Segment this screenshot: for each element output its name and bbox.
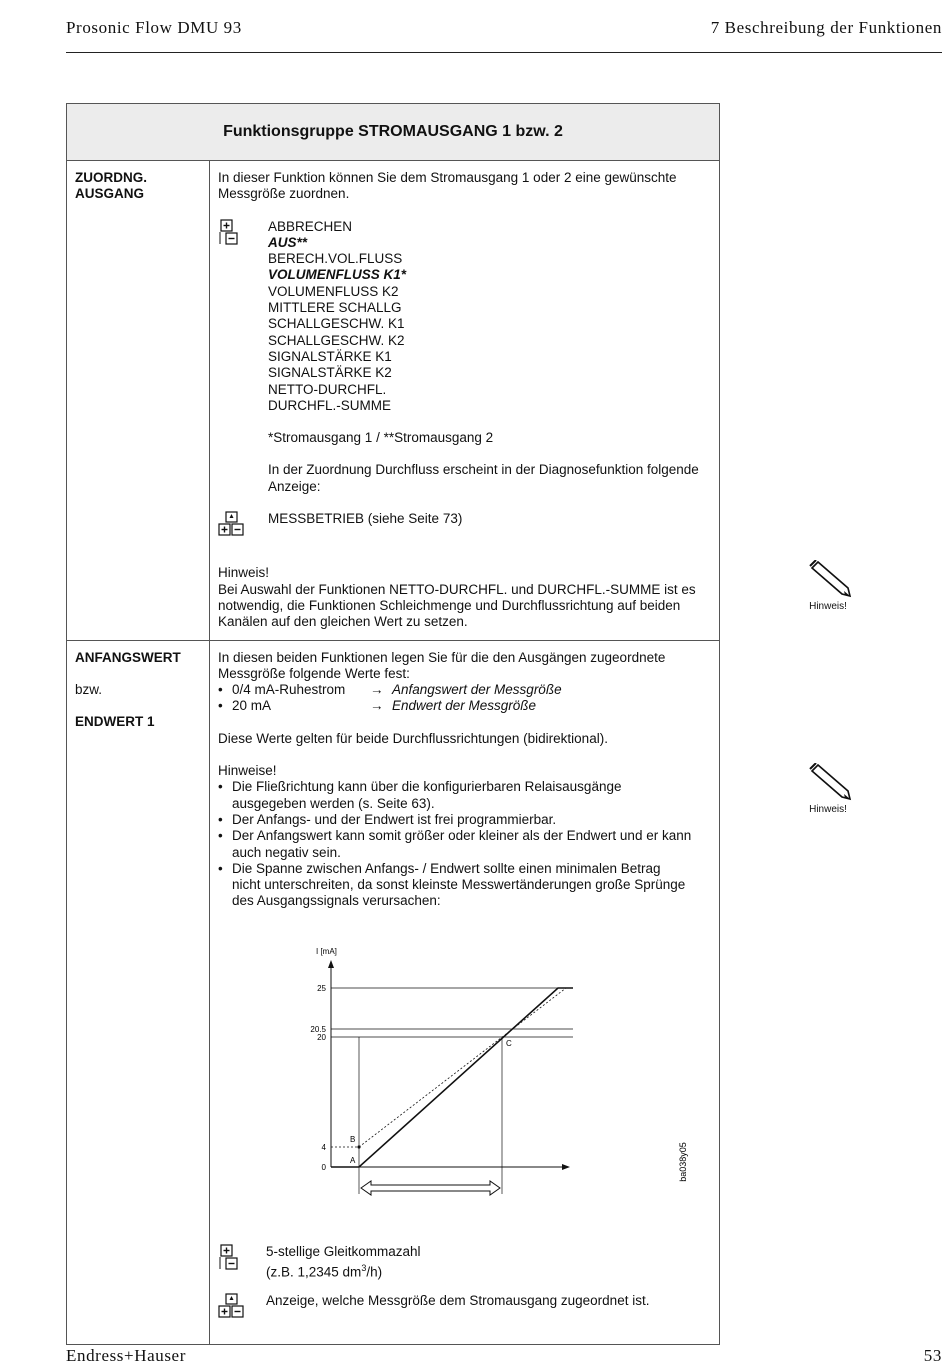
plus-minus-keys-icon — [218, 1244, 240, 1272]
display-block — [218, 511, 711, 543]
row-label: ENDWERT 1 — [75, 714, 155, 730]
keypad-display-icon — [218, 1293, 252, 1321]
row-label: bzw. — [75, 681, 103, 697]
option-item: SIGNALSTÄRKE K2 — [268, 365, 392, 381]
y-axis-label: I [mA] — [316, 946, 337, 956]
option-item: VOLUMENFLUSS K2 — [268, 283, 399, 299]
keypad-display-icon — [218, 511, 252, 539]
mapping-item: • 0/4 mA-Ruhestrom → Anfangswert der Messgröße — [218, 682, 562, 698]
table-row — [67, 161, 719, 641]
option-item: DURCHFL.-SUMME — [268, 397, 391, 413]
option-item: VOLUMENFLUSS K1* — [268, 267, 407, 283]
header-chapter: 7 Beschreibung der Funktionen — [710, 18, 942, 37]
point-label: C — [506, 1038, 512, 1048]
y-tick-label: 20 — [317, 1032, 326, 1042]
header-title: Prosonic Flow DMU 93 — [66, 18, 242, 37]
arrow-icon: → — [370, 698, 384, 714]
option-item: NETTO-DURCHFL. — [268, 381, 387, 397]
diagnosis-text: Anzeige: — [268, 478, 321, 494]
entry-text: 5-stellige Gleitkommazahl — [266, 1243, 421, 1259]
diagnosis-text: In der Zuordnung Durchfluss erscheint in der Diagnosefunktion folgende — [268, 462, 699, 478]
bullet-item: • Die Fließrichtung kann über die konfigurierbaren Relaisausgänge ausgegeben werden (s. Seite 63). — [218, 779, 622, 811]
row-label-cell — [67, 161, 210, 640]
header-rule — [66, 52, 942, 53]
table-row — [67, 641, 719, 1345]
function-table — [66, 103, 720, 1345]
pencil-note-icon — [804, 763, 852, 801]
note-title: Hinweis! — [218, 565, 270, 581]
y-tick-label: 20.5 — [310, 1024, 326, 1034]
note-text: notwendig, die Funktionen Schleichmenge und Durchflussrichtung auf beiden — [218, 597, 681, 613]
point-label: A — [350, 1155, 356, 1165]
mess-text: MESSBETRIEB (siehe Seite 73) — [268, 511, 463, 527]
display-text: Anzeige, welche Messgröße dem Stromausgang zugeordnet ist. — [266, 1292, 650, 1308]
x-axis-arrow — [562, 1164, 570, 1170]
option-block — [218, 219, 711, 495]
y-tick-label: 4 — [321, 1142, 326, 1152]
row-content-cell — [210, 161, 719, 640]
bullet-item: • Der Anfangswert kann somit größer oder kleiner als der Endwert und er kann auch negativ sein. — [218, 828, 692, 860]
entry-example: (z.B. 1,2345 $dm^3/h$) — [266, 1262, 383, 1280]
span-double-arrow — [361, 1181, 500, 1195]
intro-text: In diesen beiden Funktionen legen Sie für die den Ausgängen zugeordnete — [218, 649, 666, 665]
side-note — [800, 560, 856, 612]
footnote: *Stromausgang 1 / **Stromausgang 2 — [268, 430, 494, 446]
side-note-label: Hinweis! — [809, 804, 847, 815]
row-label: ZUORDNG. — [75, 170, 147, 185]
table-title: Funktionsgruppe STROMAUSGANG 1 bzw. 2 — [67, 104, 719, 161]
intro-text: Messgröße folgende Werte fest: — [218, 665, 410, 681]
current-output-diagram — [218, 932, 698, 1222]
side-note — [800, 763, 856, 815]
page-number: 53 — [923, 1346, 942, 1365]
figure-id: ba038y05 — [678, 1141, 688, 1182]
option-item: ABBRECHEN — [268, 218, 353, 234]
row-label-cell — [67, 641, 210, 1345]
point-b-marker — [357, 1145, 360, 1148]
solid-characteristic — [331, 988, 573, 1167]
option-item: SCHALLGESCHW. K2 — [268, 332, 405, 348]
y-tick-label: 0 — [321, 1162, 326, 1172]
option-item: BERECH.VOL.FLUSS — [268, 251, 403, 267]
mapping-item: • 20 mA → Endwert der Messgröße — [218, 698, 537, 714]
option-item: AUS** — [268, 234, 308, 250]
bullet-item: • Die Spanne zwischen Anfangs- / Endwert sollte einen minimalen Betrag nicht unterschreiten, da sonst kleinste Messwertänderungen große Sprünge des Ausgangssignals verursachen: — [218, 860, 686, 909]
pencil-note-icon — [804, 560, 852, 598]
option-item: MITTLERE SCHALLG — [268, 300, 402, 316]
note-text: Bei Auswahl der Funktionen NETTO-DURCHFL. und DURCHFL.-SUMME ist es — [218, 581, 696, 597]
point-label: B — [350, 1134, 356, 1144]
note-text: Kanälen auf den gleichen Wert zu setzen. — [218, 614, 468, 630]
option-list — [268, 219, 711, 495]
plus-minus-keys-icon — [218, 219, 240, 247]
row-label: AUSGANG — [75, 186, 145, 202]
entry-block — [218, 1244, 711, 1281]
footer-brand: Endress+Hauser — [66, 1346, 186, 1365]
arrow-icon: → — [370, 682, 384, 698]
intro-text: In dieser Funktion können Sie dem Stromausgang 1 oder 2 eine gewünschte — [218, 170, 677, 185]
row-label: ANFANGSWERT — [75, 649, 181, 665]
display-block — [218, 1293, 711, 1325]
bullet-item: • Der Anfangs- und der Endwert ist frei programmierbar. — [218, 811, 557, 827]
y-tick-label: 25 — [317, 983, 326, 993]
option-item: SCHALLGESCHW. K1 — [268, 316, 405, 332]
intro-text: Messgröße zuordnen. — [218, 186, 350, 202]
option-item: SIGNALSTÄRKE K1 — [268, 348, 392, 364]
row-content-cell — [210, 641, 719, 1345]
bidirectional-text: Diese Werte gelten für beide Durchflussrichtungen (bidirektional). — [218, 730, 608, 746]
side-note-label: Hinweis! — [809, 601, 847, 612]
y-axis-arrow — [328, 960, 334, 968]
notes-title: Hinweise! — [218, 763, 277, 779]
